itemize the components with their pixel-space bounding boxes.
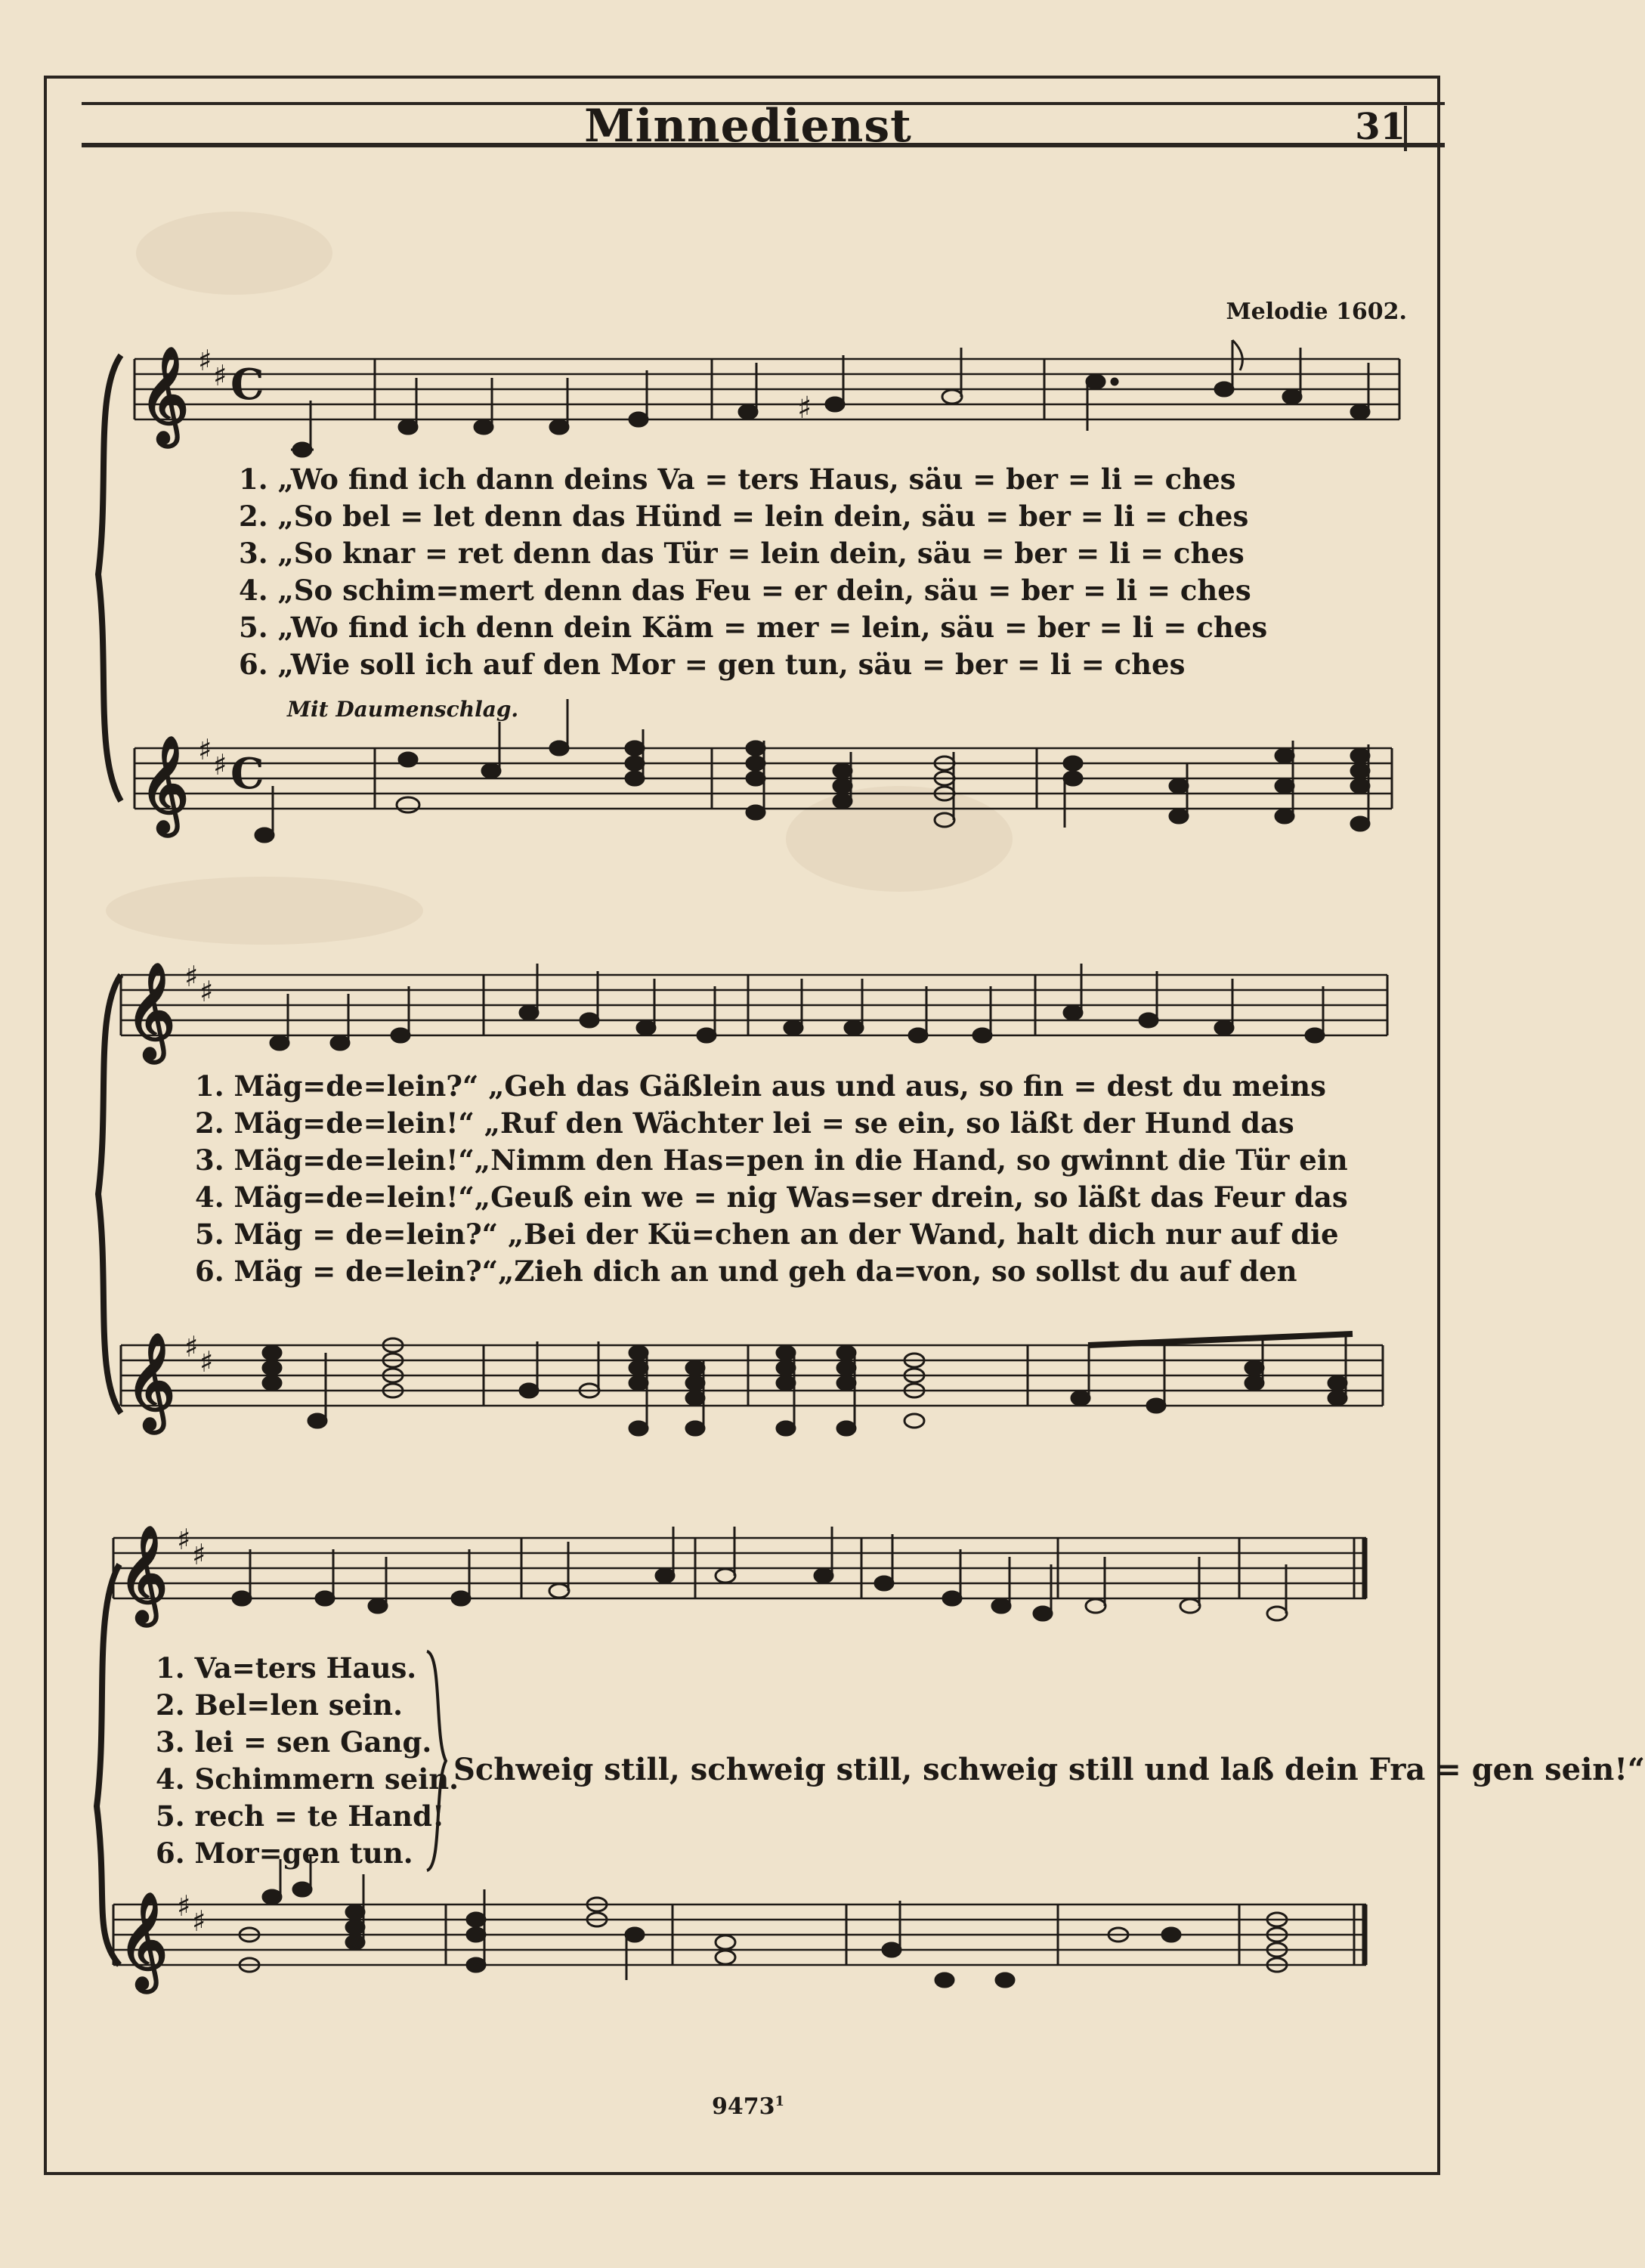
melody-reference: Melodie 1602.	[1226, 299, 1407, 325]
lyric-line: 1. „Wo find ich dann deins Va = ters Haus, säu = ber = li = ches	[239, 463, 1236, 496]
key-signature-sharp: ♯	[198, 732, 212, 766]
svg-text:♯: ♯	[797, 391, 812, 425]
lyric-line: 1. Mäg=de=lein?“ „Geh das Gäßlein aus und aus, so fin = dest du meins	[195, 1069, 1326, 1103]
voice-staff-3	[113, 1538, 1366, 1598]
treble-clef: 𝄞	[126, 1332, 176, 1429]
lyric-line: 3. „So knar = ret denn das Tür = lein dein, säu = ber = li = ches	[239, 537, 1245, 570]
key-signature-sharp: ♯	[198, 343, 212, 377]
piano-staff-2	[121, 1345, 1383, 1406]
key-signature-sharp: ♯	[199, 1344, 214, 1378]
system-brace	[98, 355, 121, 801]
common-time: C	[230, 360, 264, 410]
key-signature-sharp: ♯	[184, 959, 199, 993]
treble-clef: 𝄞	[119, 1524, 169, 1622]
treble-clef: 𝄞	[140, 345, 190, 443]
voice-staff-2	[121, 975, 1387, 1035]
voice-staff-1	[135, 359, 1399, 419]
lyric-line: 5. „Wo find ich denn dein Käm = mer = lein, säu = ber = li = ches	[239, 611, 1268, 644]
lyric-line: 4. Mäg=de=lein!“„Geuß ein we = nig Was=ser drein, so läßt das Feur das	[195, 1180, 1348, 1214]
key-signature-sharp: ♯	[177, 1889, 191, 1923]
key-signature-sharp: ♯	[192, 1537, 206, 1571]
key-signature-sharp: ♯	[199, 974, 214, 1008]
lyric-line: 3. lei = sen Gang.	[156, 1725, 432, 1759]
lyric-line: 2. „So bel = let denn das Hünd = lein dein, säu = ber = li = ches	[239, 500, 1249, 533]
key-signature-sharp: ♯	[213, 358, 227, 392]
refrain-lyric: Schweig still, schweig still, schweig still und laß dein Fra = gen sein!“	[453, 1752, 1645, 1787]
lyric-line: 3. Mäg=de=lein!“„Nimm den Has=pen in die Hand, so gwinnt die Tür ein	[195, 1143, 1348, 1177]
page-title: Minnedienst	[584, 100, 912, 153]
lyric-line: 6. „Wie soll ich auf den Mor = gen tun, säu = ber = li = ches	[239, 648, 1186, 681]
common-time: C	[230, 749, 264, 799]
treble-clef: 𝄞	[140, 735, 190, 832]
lyric-line: 2. Mäg=de=lein!“ „Ruf den Wächter lei = se ein, so läßt der Hund das	[195, 1106, 1294, 1140]
treble-clef: 𝄞	[126, 961, 176, 1059]
system-brace	[98, 975, 121, 1413]
key-signature-sharp: ♯	[213, 747, 227, 781]
key-signature-sharp: ♯	[192, 1904, 206, 1938]
treble-clef: 𝄞	[119, 1891, 169, 1988]
lyric-line: 5. Mäg = de=lein?“ „Bei der Kü=chen an der Wand, halt dich nur auf die	[195, 1218, 1339, 1251]
key-signature-sharp: ♯	[184, 1329, 199, 1363]
lyric-line: 4. Schimmern sein.	[156, 1762, 459, 1796]
catalog-number: 9473$^1$	[711, 2093, 785, 2120]
key-signature-sharp: ♯	[177, 1522, 191, 1556]
lyric-line: 2. Bel=len sein.	[156, 1688, 403, 1722]
melody-notes-1	[291, 340, 1369, 456]
page-number: 31	[1355, 106, 1405, 148]
lyric-line: 1. Va=ters Haus.	[156, 1651, 417, 1685]
lyric-line: 5. rech = te Hand!	[156, 1799, 445, 1833]
melody-notes-3	[233, 1527, 1287, 1620]
performance-annotation: Mit Daumenschlag.	[287, 697, 519, 722]
lyric-line: 6. Mäg = de=lein?“„Zieh dich an und geh da=von, so sollst du auf den	[195, 1255, 1297, 1288]
verse-brace	[423, 1648, 453, 1874]
melody-notes-2	[271, 964, 1324, 1050]
lyric-line: 4. „So schim=mert denn das Feu = er dein, säu = ber = li = ches	[239, 574, 1251, 607]
lyric-line: 6. Mor=gen tun.	[156, 1836, 413, 1870]
